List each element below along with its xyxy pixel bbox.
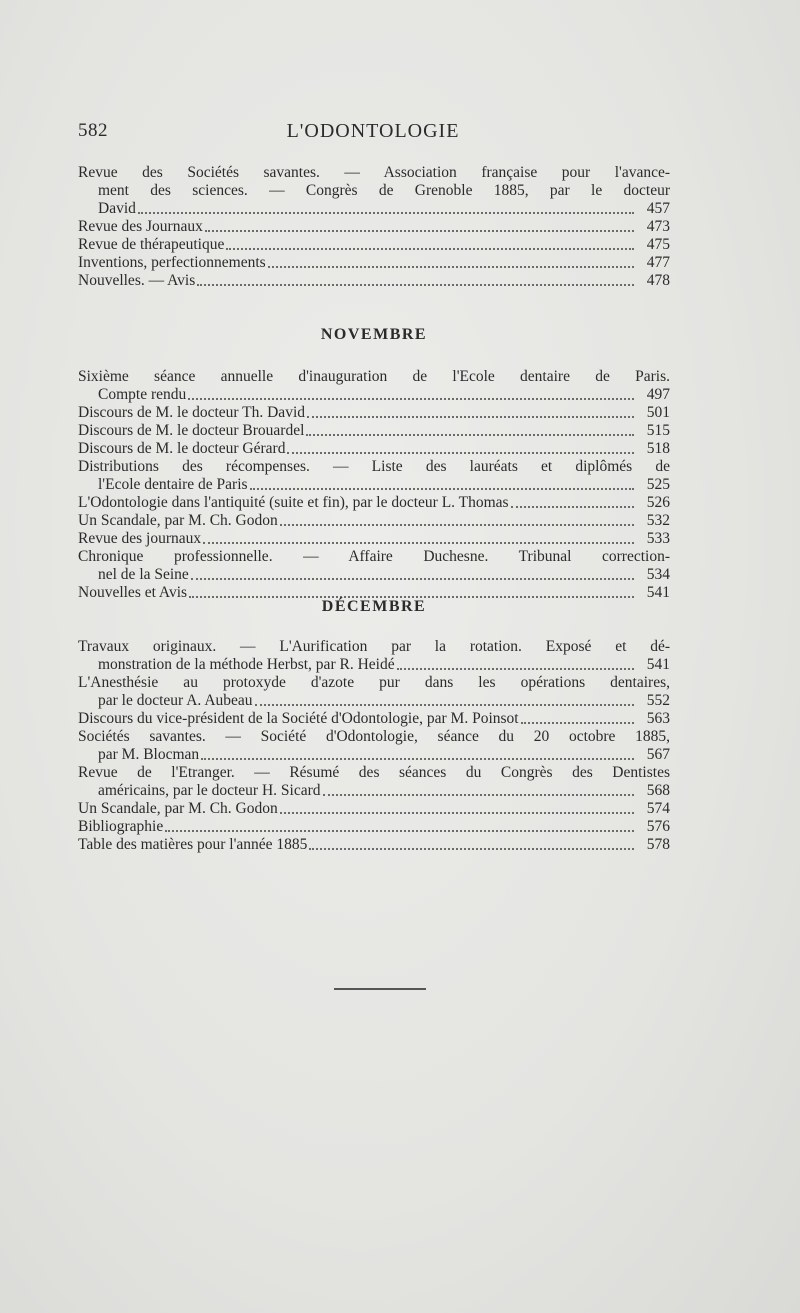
toc-entry-title: l'Ecole dentaire de Paris: [98, 476, 248, 493]
toc-entry: [78, 254, 670, 272]
toc-entry: [78, 272, 670, 290]
toc-entry-title: David: [98, 200, 136, 217]
toc-entry: [78, 764, 670, 800]
toc-entry: [78, 164, 670, 218]
dot-leader: [280, 524, 634, 526]
toc-entry: [78, 836, 670, 854]
section-heading-decembre: DÉCEMBRE: [321, 598, 427, 615]
toc-entry-title: par M. Blocman: [98, 746, 200, 763]
dot-leader: [203, 542, 634, 544]
running-title: L'ODONTOLOGIE: [286, 120, 460, 142]
toc-entry-page: 541: [646, 656, 670, 673]
toc-entry: [78, 512, 670, 530]
toc-entry: [78, 548, 670, 584]
toc-entry: [78, 494, 670, 512]
toc-entry-title: nel de la Seine: [98, 566, 189, 583]
toc-entry-page: 534: [646, 566, 670, 583]
toc-entry-page: 563: [646, 710, 670, 727]
toc-entry-title: américains, par le docteur H. Sicard: [98, 782, 321, 799]
toc-entry: [78, 440, 670, 458]
toc-entry-text: Revue des Sociétés savantes. — Association française pour l'avance-: [78, 164, 670, 181]
toc-entry-page: 567: [646, 746, 670, 763]
toc-entry-title: Revue des Journaux: [78, 218, 203, 235]
toc-entry-text: Distributions des récompenses. — Liste des lauréats et diplômés de: [78, 458, 670, 475]
toc-entry-page: 578: [646, 836, 670, 853]
toc-entry-title: Compte rendu: [98, 386, 187, 403]
toc-entry-title: Discours de M. le docteur Brouardel: [78, 422, 305, 439]
toc-entry-page: 576: [646, 818, 670, 835]
dot-leader: [287, 452, 634, 454]
page-header: [78, 120, 668, 150]
toc-entry-text: Travaux originaux. — L'Aurification par la rotation. Exposé et dé-: [78, 638, 670, 655]
dot-leader: [201, 758, 634, 760]
dot-leader: [309, 848, 634, 850]
dot-leader: [306, 434, 634, 436]
toc-entry-page: 568: [646, 782, 670, 799]
toc-section-novembre: [78, 368, 670, 602]
toc-entry-title: Nouvelles et Avis: [78, 584, 188, 601]
toc-section-october-continued: [78, 164, 670, 290]
toc-entry-title: Inventions, perfectionnements: [78, 254, 266, 271]
toc-entry: [78, 530, 670, 548]
toc-entry-page: 552: [646, 692, 670, 709]
toc-entry-text: Chronique professionnelle. — Affaire Duchesne. Tribunal correction-: [78, 548, 670, 565]
page-number: 582: [78, 120, 108, 141]
toc-entry-page: 515: [646, 422, 670, 439]
toc-entry: [78, 368, 670, 404]
toc-entry-title: Discours du vice-président de la Société d'Odontologie, par M. Poinsot: [78, 710, 519, 727]
section-heading-novembre: NOVEMBRE: [320, 326, 428, 343]
dot-leader: [138, 212, 634, 214]
toc-entry-title: Table des matières pour l'année 1885: [78, 836, 308, 853]
toc-entry-page: 532: [646, 512, 670, 529]
toc-entry-title: Discours de M. le docteur Gérard: [78, 440, 286, 457]
toc-entry: [78, 728, 670, 764]
toc-entry-text: Sixième séance annuelle d'inauguration de l'Ecole dentaire de Paris.: [78, 368, 670, 385]
toc-entry-title: Bibliographie: [78, 818, 164, 835]
toc-entry-title: Un Scandale, par M. Ch. Godon: [78, 512, 278, 529]
toc-entry-text: L'Anesthésie au protoxyde d'azote pur dans les opérations dentaires,: [78, 674, 670, 691]
dot-leader: [255, 704, 634, 706]
toc-entry-page: 478: [646, 272, 670, 289]
dot-leader: [397, 668, 634, 670]
dot-leader: [165, 830, 634, 832]
dot-leader: [188, 398, 634, 400]
dot-leader: [226, 248, 634, 250]
toc-entry-text: ment des sciences. — Congrès de Grenoble 1885, par le docteur: [98, 182, 670, 199]
toc-entry-page: 477: [646, 254, 670, 271]
toc-entry: [78, 800, 670, 818]
toc-entry-text: Revue de l'Etranger. — Résumé des séances du Congrès des Dentistes: [78, 764, 670, 781]
toc-entry-page: 525: [646, 476, 670, 493]
toc-entry-title: monstration de la méthode Herbst, par R. Heidé: [98, 656, 395, 673]
toc-entry-page: 574: [646, 800, 670, 817]
toc-entry-title: Discours de M. le docteur Th. David: [78, 404, 305, 421]
toc-entry-page: 473: [646, 218, 670, 235]
toc-entry: [78, 818, 670, 836]
toc-entry: [78, 218, 670, 236]
toc-entry: [78, 710, 670, 728]
dot-leader: [280, 812, 634, 814]
toc-entry-page: 475: [646, 236, 670, 253]
dot-leader: [268, 266, 634, 268]
toc-entry-title: Nouvelles. — Avis: [78, 272, 196, 289]
dot-leader: [250, 488, 634, 490]
dot-leader: [307, 416, 634, 418]
dot-leader: [323, 794, 634, 796]
toc-entry: [78, 674, 670, 710]
toc-entry-title: par le docteur A. Aubeau: [98, 692, 253, 709]
toc-entry-title: Revue de thérapeutique: [78, 236, 225, 253]
toc-entry: [78, 458, 670, 494]
dot-leader: [197, 284, 634, 286]
toc-entry-page: 501: [646, 404, 670, 421]
dot-leader: [205, 230, 634, 232]
dot-leader: [511, 506, 634, 508]
toc-entry-page: 457: [646, 200, 670, 217]
toc-entry-title: Un Scandale, par M. Ch. Godon: [78, 800, 278, 817]
dot-leader: [521, 722, 634, 724]
toc-entry-title: Revue des journaux: [78, 530, 202, 547]
dot-leader: [191, 578, 634, 580]
toc-entry-page: 518: [646, 440, 670, 457]
toc-entry-text: Sociétés savantes. — Société d'Odontologie, séance du 20 octobre 1885,: [78, 728, 670, 745]
toc-entry: [78, 422, 670, 440]
closing-rule: [334, 988, 426, 990]
toc-entry-title: L'Odontologie dans l'antiquité (suite et fin), par le docteur L. Thomas: [78, 494, 509, 511]
toc-entry-page: 533: [646, 530, 670, 547]
toc-entry-page: 526: [646, 494, 670, 511]
toc-entry: [78, 236, 670, 254]
toc-entry-page: 497: [646, 386, 670, 403]
toc-entry: [78, 638, 670, 674]
toc-section-decembre: [78, 638, 670, 854]
toc-entry: [78, 404, 670, 422]
toc-entry-page: 541: [646, 584, 670, 601]
